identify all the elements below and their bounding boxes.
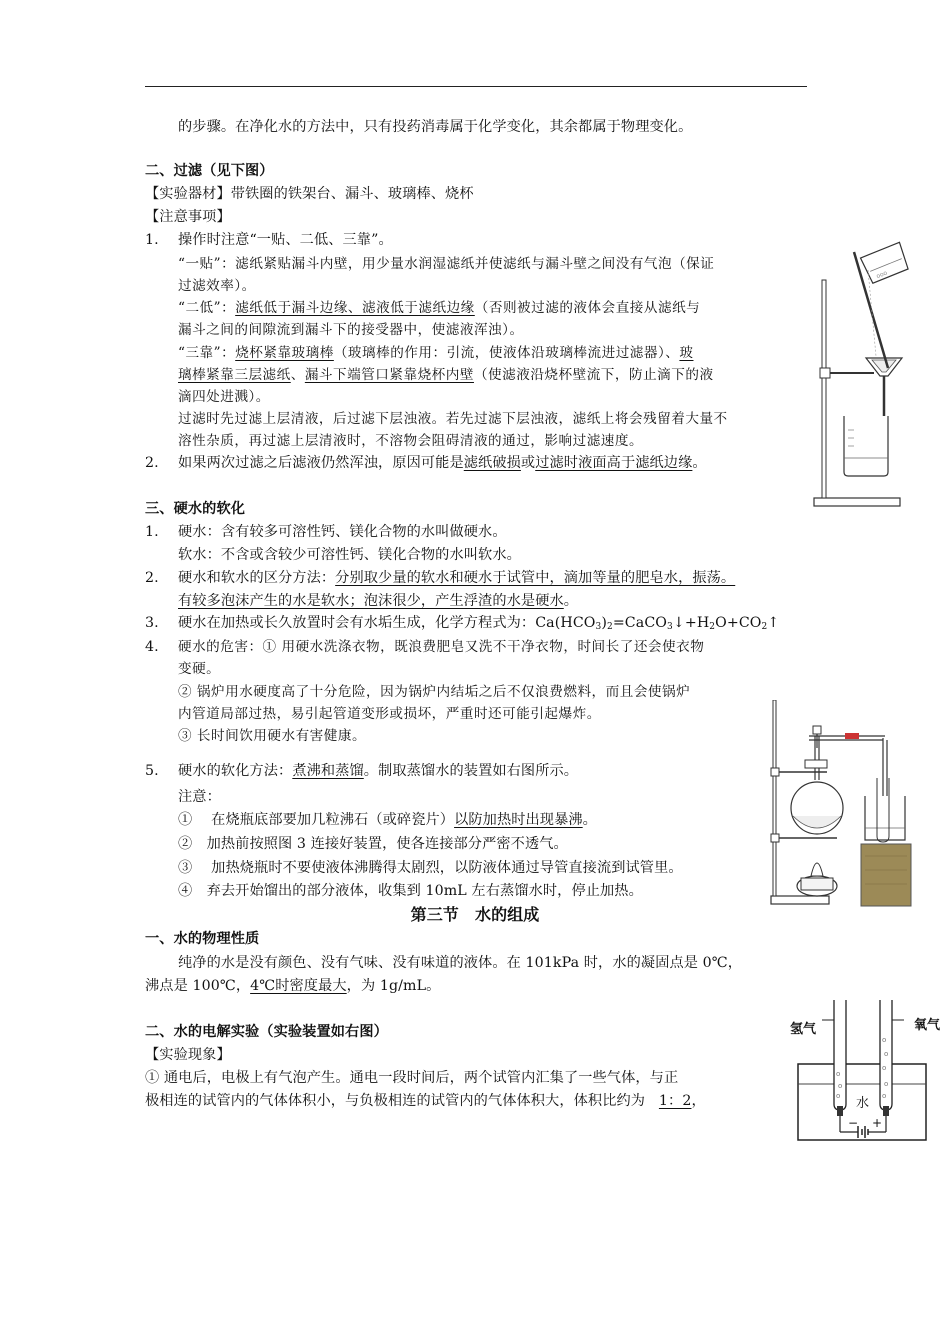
hw-item5-rest: 。制取蒸馏水的装置如右图所示。	[363, 763, 579, 779]
elec-heading: 二、水的电解实验（实验装置如右图）	[145, 1024, 388, 1040]
yitie-line-1: “一贴”：滤纸紧贴漏斗内壁，用少量水润湿滤纸并使滤纸与漏斗壁之间没有气泡（保证	[178, 256, 715, 272]
hw-item4-text2: 变硬。	[178, 661, 221, 677]
sankao2-sep: 、	[290, 367, 305, 383]
hydrogen-label: 氢气	[790, 1022, 817, 1037]
filtration-item1-number: 1.	[145, 232, 159, 248]
note-1-underlined: 以防加热时出现暴沸	[454, 812, 583, 828]
sankao-mid: （玻璃棒的作用：引流，使液体沿玻璃棒流进过滤器）、	[333, 345, 680, 361]
item2-end: 。	[692, 455, 707, 471]
hw-item2-underlined: 分别取少量的软水和硬水于试管中，滴加等量的肥皂水，振荡。	[335, 570, 736, 586]
phys-line-2	[145, 976, 440, 996]
hw-item2-prefix: 硬水和软水的区分方法：	[178, 570, 336, 586]
elec-2-b: ，	[691, 1093, 706, 1109]
intro-line: 的步骤。在净化水的方法中，只有投药消毒属于化学变化，其余都属于物理变化。	[178, 119, 693, 135]
distillation-apparatus-figure	[765, 700, 915, 908]
filtration-apparatus-figure	[808, 240, 918, 512]
note-3: ③ 加热烧瓶时不要使液体沸腾得太剧烈，以防液体通过导管直接流到试管里。	[178, 860, 683, 876]
sankao-line-1	[178, 343, 693, 363]
elec-2-ratio: 1：2	[658, 1093, 692, 1109]
filtration-item2-text	[178, 453, 707, 473]
hw-item3-text	[178, 613, 779, 633]
filtration-notes-heading: 【注意事项】	[145, 209, 231, 225]
svg-text:o: o	[884, 1080, 889, 1088]
svg-text:o: o	[882, 1064, 887, 1072]
hw-item2-text	[178, 568, 735, 588]
sankao-underlined-2: 玻	[679, 345, 694, 361]
note-2: ② 加热前按照图 3 连接好装置，使各连接部分严密不透气。	[178, 836, 568, 852]
erdi-underlined: 滤纸低于漏斗边缘、滤液低于滤纸边缘	[235, 300, 475, 316]
elec-line-1: ① 通电后，电极上有气泡产生。通电一段时间后，两个试管内汇集了一些气体，与正	[145, 1070, 679, 1086]
hw-item2-end: 。	[563, 593, 579, 609]
yitie-line-2: 过滤效率）。	[178, 278, 256, 294]
filtration-item1-text: 操作时注意“一贴、二低、三靠”。	[178, 232, 393, 248]
oxygen-label: 氧气	[914, 1018, 941, 1033]
hw-item1-text: 硬水：含有较多可溶性钙、镁化合物的水叫做硬水。	[178, 524, 507, 540]
erdi-line-2: 漏斗之间的间隙流到漏斗下的接受器中，使滤液浑浊）。	[178, 322, 524, 338]
hw-item2-underlined-2: 有较多泡沫产生的水是软水；泡沫很少，产生浮渣的水是硬水	[178, 593, 564, 609]
item2-or: 或	[520, 455, 536, 471]
section-title: 第三节 水的组成	[410, 905, 540, 924]
sankao2-underlined-1: 璃棒紧靠三层滤纸	[178, 367, 291, 383]
phys-2-a: 沸点是 100℃，	[145, 978, 251, 994]
phys-line-1: 纯净的水是没有颜色、没有气味、没有味道的液体。在 101kPa 时，水的凝固点是 0℃，	[178, 955, 743, 971]
note-label: 注意：	[178, 789, 221, 805]
hardwater-heading: 三、硬水的软化	[145, 501, 246, 517]
svg-text:ooo: ooo	[875, 269, 889, 281]
note-4: ④ 弃去开始馏出的部分液体，收集到 10mL 左右蒸馏水时，停止加热。	[178, 883, 643, 899]
note-1	[178, 810, 597, 830]
hw-item4-text4: 内管道局部过热，易引起管道变形或损坏，严重时还可能引起爆炸。	[178, 706, 601, 722]
chemical-equation: $Ca(HCO_3)_2=CaCO_3↓+H_2O+CO_2↑$	[535, 615, 780, 632]
item2-underlined-2: 过滤时液面高于滤纸边缘	[535, 455, 693, 471]
hw-item5-underlined: 煮沸和蒸馏	[292, 763, 364, 779]
hw-item5-prefix: 硬水的软化方法：	[178, 763, 293, 779]
hw-item2-number: 2.	[145, 570, 159, 586]
filtration-item2-number: 2.	[145, 455, 159, 471]
order-line-1: 过滤时先过滤上层清液，后过滤下层浊液。若先过滤下层浊液，滤纸上将会残留着大量不	[178, 411, 728, 427]
note-1-end: 。	[582, 812, 597, 828]
hw-item3-number: 3.	[145, 615, 159, 631]
erdi-line-1	[178, 298, 700, 318]
phys-2-underlined: 4℃时密度最大	[250, 978, 347, 994]
note-1-text: ① 在烧瓶底部要加几粒沸石（或碎瓷片）	[178, 812, 455, 828]
phenomena-heading: 【实验现象】	[145, 1047, 231, 1063]
hw-item1-text2: 软水：不含或含较少可溶性钙、镁化合物的水叫软水。	[178, 547, 521, 563]
svg-text:o: o	[882, 1036, 887, 1044]
negative-terminal: −	[848, 1116, 859, 1130]
svg-text:o: o	[838, 1082, 843, 1090]
order-line-2: 溶性杂质，再过滤上层清液时，不溶物会阻碍清液的通过，影响过滤速度。	[178, 433, 644, 449]
hw-item5-text	[178, 761, 578, 781]
erdi-rest: （否则被过滤的液体会直接从滤纸与	[474, 300, 701, 316]
phys-2-b: ，为 1g/mL。	[346, 978, 441, 994]
elec-2-a: 极相连的试管内的气体体积小，与负极相连的试管内的气体体积大，体积比约为	[145, 1093, 646, 1109]
filtration-heading: 二、过滤（见下图）	[145, 163, 274, 179]
item2-underlined-1: 滤纸破损	[463, 455, 521, 471]
elec-line-2	[145, 1091, 706, 1111]
hw-item3-lead: 硬水在加热或长久放置时会有水垢生成，化学方程式为：	[178, 615, 536, 631]
sankao-line-3: 滴四处进溅）。	[178, 389, 270, 405]
hw-item2-text2	[178, 591, 578, 611]
header-rule	[145, 86, 807, 87]
sankao2-rest: （使滤液沿烧杯壁流下，防止滴下的液	[473, 367, 714, 383]
hw-item4-text3: ② 锅炉用水硬度高了十分危险，因为锅炉内结垢之后不仅浪费燃料，而且会使锅炉	[178, 684, 691, 700]
electrolysis-apparatus-figure	[788, 992, 948, 1148]
hw-item4-text5: ③ 长时间饮用硬水有害健康。	[178, 728, 367, 744]
sankao2-underlined-2: 漏斗下端管口紧靠烧杯内壁	[304, 367, 474, 383]
svg-text:o: o	[836, 1070, 841, 1078]
positive-terminal: +	[872, 1116, 883, 1130]
hw-item5-number: 5.	[145, 763, 159, 779]
svg-text:o: o	[882, 1092, 887, 1100]
water-label: 水	[856, 1096, 870, 1111]
sankao-prefix: “三靠”：	[178, 345, 236, 361]
hw-item1-number: 1.	[145, 524, 159, 540]
sankao-line-2	[178, 365, 714, 385]
svg-text:o: o	[884, 1050, 889, 1058]
filtration-equipment: 【实验器材】带铁圈的铁架台、漏斗、玻璃棒、烧杯	[145, 186, 474, 202]
phys-heading: 一、水的物理性质	[145, 931, 260, 947]
sankao-underlined-1: 烧杯紧靠玻璃棒	[235, 345, 334, 361]
erdi-prefix: “二低”：	[178, 300, 236, 316]
hw-item4-number: 4.	[145, 639, 159, 655]
hw-item4-text: 硬水的危害：① 用硬水洗涤衣物，既浪费肥皂又洗不干净衣物，时间长了还会使衣物	[178, 639, 705, 655]
svg-text:o: o	[836, 1092, 841, 1100]
item2-prefix: 如果两次过滤之后滤液仍然浑浊，原因可能是	[178, 455, 464, 471]
